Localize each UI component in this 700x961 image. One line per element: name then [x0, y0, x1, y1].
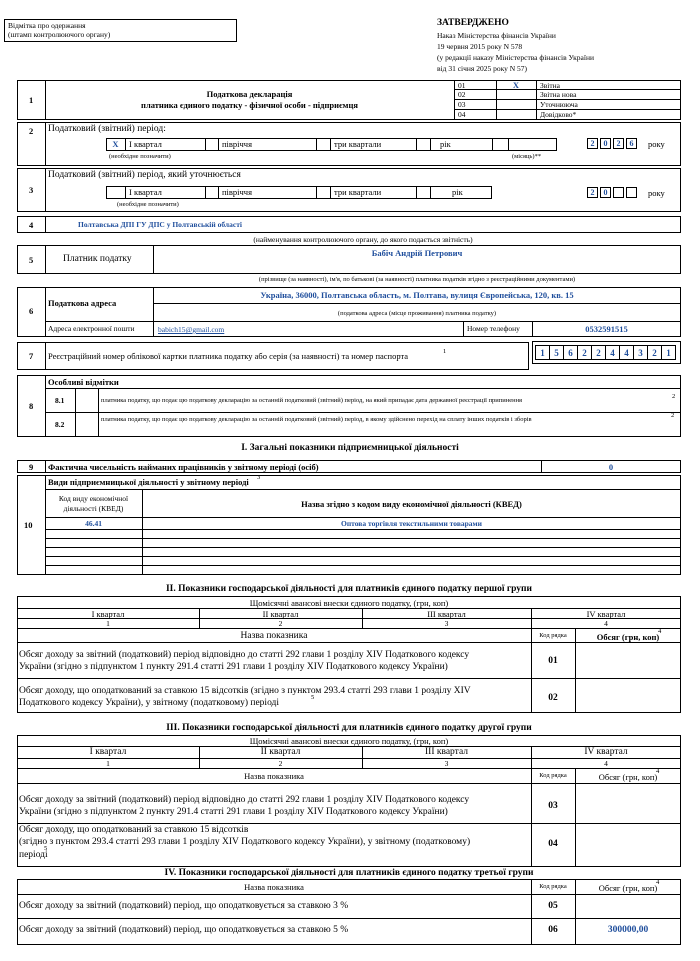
tax-id-digit[interactable]: 2 [577, 345, 592, 360]
corrected-year-suffix: року [648, 188, 665, 198]
type-label-03: Уточнююча [540, 100, 578, 109]
row-04-label-2: (згідно з пунктом 293.4 статті 293 глави 1 розділу XIV Податкового кодексу України), у звітному (податковому) [19, 837, 471, 847]
row-01-label-2: України (згідно з підпунктом 1 пункту 291.4 статті 291 глави 1 розділу XIV Податкового кодексу України) [19, 662, 448, 672]
approved-line-4: від 31 січня 2025 року N 57) [437, 64, 528, 73]
row-02-value[interactable] [576, 679, 680, 712]
iii-name-header: Назва показника [244, 771, 304, 781]
row-02-sup: 5 [311, 694, 315, 701]
row-01-code: 01 [548, 656, 558, 666]
iv-name-header: Назва показника [244, 882, 304, 892]
ii-col-num-3: 3 [444, 619, 449, 628]
type-label-02: Звітна нова [540, 90, 577, 99]
row-02-label-1: Обсяг доходу, що оподаткований за ставкою 15 відсотків (згідно з пунктом 293.4 статті 293 глави 1 розділу XIV [19, 686, 471, 696]
row-01-value[interactable] [576, 643, 680, 678]
year-suffix: року [648, 139, 665, 149]
tax-address-label: Податкова адреса [48, 298, 117, 308]
ii-q4-header: IV квартал [586, 609, 626, 619]
iii-col-num-4: 4 [604, 759, 608, 768]
ii-sum-sup: 4 [658, 628, 662, 635]
period-note: (необхідне позначити) [109, 153, 171, 160]
tax-id-digit[interactable]: 6 [563, 345, 578, 360]
tax-address-value[interactable]: Україна, 36000, Полтавська область, м. Полтава, вулиця Європейська, 120, кв. 15 [260, 290, 574, 300]
section-7-num: 7 [29, 351, 34, 361]
special-marks-title: Особливі відмітки [48, 377, 119, 387]
tax-office-value[interactable]: Полтавська ДПІ ГУ ДПС у Полтавській області [78, 220, 242, 229]
tax-id-digit[interactable]: 5 [549, 345, 564, 360]
year-digit[interactable]: 6 [626, 138, 637, 149]
kved-name-value[interactable]: Оптова торгівля текстильними товарами [341, 519, 482, 528]
section-2-num: 2 [29, 126, 34, 136]
row-02-code: 02 [548, 693, 558, 703]
ii-q2-header: II квартал [262, 609, 299, 619]
row-05-code: 05 [548, 901, 558, 911]
section-8-num: 8 [29, 401, 34, 411]
row-04-label-3: періоді [19, 850, 48, 860]
iii-q3-header: III квартал [425, 747, 468, 757]
section-1-num: 1 [29, 95, 34, 105]
section-3-num: 3 [29, 185, 34, 195]
mark-8-1-text: платника податку, що подає цю податкову декларацію за останній податковий (звітний) період, на який припадає дата державної реєстрації припинення [101, 397, 523, 404]
iii-col-num-1: 1 [106, 759, 110, 768]
corrected-note: (необхідне позначити) [117, 201, 179, 208]
corrected-period-row [106, 186, 492, 199]
corrected-q3-label: три квартали [334, 187, 382, 197]
corrected-year-digit[interactable]: 2 [587, 187, 598, 198]
mark-8-2-sup: 2 [671, 412, 675, 419]
period-month-note: (місяць)** [512, 153, 542, 160]
corrected-year-digit[interactable]: 0 [600, 187, 611, 198]
section-5-num: 5 [29, 255, 34, 265]
iii-sum-header: Обсяг (грн, коп) [598, 772, 658, 782]
row-04-label-1: Обсяг доходу, що оподаткований за ставкою 15 відсотків [19, 825, 249, 835]
iii-q2-header: II квартал [260, 747, 301, 757]
period-title: Податковий (звітний) період: [48, 124, 166, 134]
type-code-01: 01 [458, 81, 466, 90]
email-value[interactable]: babich15@gmail.com [158, 325, 225, 334]
year-digit[interactable]: 0 [600, 138, 611, 149]
mark-8-2-text: платника податку, що подає цю податкову декларацію за останній податковий (звітний) період, в якому здійснено перехід на сплату інших податків і зборів [101, 416, 532, 423]
section-ii-advance-header: Щомісячні авансові внески єдиного податку, (грн, коп) [249, 598, 449, 608]
tax-id-digit[interactable]: 1 [661, 345, 676, 360]
ii-q3-header: III квартал [427, 609, 466, 619]
ii-name-header: Назва показника [240, 631, 308, 641]
section-i-title: I. Загальні показники підприємницької діяльності [241, 443, 459, 453]
employees-label: Фактична чисельність найманих працівників у звітному періоді (осіб) [48, 462, 319, 472]
period-q1-mark[interactable]: X [112, 139, 119, 149]
tax-office-caption: (найменування контролюючого органу, до якого подається звітність) [253, 235, 473, 244]
corrected-half-label: півріччя [222, 187, 252, 197]
corrected-year-digit[interactable] [626, 187, 637, 198]
mark-8-1-sup: 2 [672, 393, 676, 400]
row-06-code: 06 [548, 925, 558, 935]
corrected-year-label: рік [452, 187, 463, 197]
ii-col-num-1: 1 [106, 619, 110, 628]
email-label: Адреса електронної пошти [48, 324, 135, 333]
mark-8-1-num: 8.1 [55, 396, 65, 405]
declaration-title: Податкова декларація [206, 89, 293, 99]
row-04-code: 04 [548, 839, 558, 849]
section-ii-title: II. Показники господарської діяльності для платників єдиного податку першої групи [165, 584, 532, 594]
row-02-label-2: Податкового кодексу України), у звітному (податковому) періоді [19, 698, 280, 708]
type-label-04: Довідково* [540, 110, 577, 119]
iv-code-header: Код рядка [539, 883, 567, 890]
row-01-label-1: Обсяг доходу за звітний (податковий) період відповідно до статті 292 глави 1 розділу XIV Податкового кодексу [19, 650, 470, 660]
payer-caption: (прізвище (за наявності), ім'я, по батькові (за наявності) платника податків згідно з реєстраційними документами) [258, 276, 576, 283]
approved-line-3: (у редакції наказу Міністерства фінансів України [437, 53, 594, 62]
ii-col-num-2: 2 [278, 619, 283, 628]
iii-code-header: Код рядка [539, 772, 567, 779]
approved-line-2: 19 червня 2015 року N 578 [437, 42, 523, 51]
tax-id-digit[interactable]: 2 [647, 345, 662, 360]
stamp-label-1: Відмітка про одержання [8, 21, 86, 30]
corrected-period-title: Податковий (звітний) період, який уточнюється [48, 170, 241, 180]
kved-code-value[interactable]: 46.41 [85, 519, 102, 528]
ii-q1-header: I квартал [91, 609, 125, 619]
tax-id-digit[interactable]: 3 [633, 345, 648, 360]
stamp-label-2: (штамп контролюючого органу) [8, 30, 111, 39]
type-code-04: 04 [458, 110, 466, 119]
period-row [106, 138, 557, 151]
period-year-label: рік [440, 139, 451, 149]
period-q1-label: I квартал [129, 139, 162, 149]
employees-value[interactable]: 0 [608, 462, 614, 472]
row-04-sup: 5 [44, 845, 48, 852]
section-4-num: 4 [29, 220, 34, 230]
activities-title: Види підприємницької діяльності у звітному періоді [48, 477, 249, 487]
section-10-num: 10 [24, 520, 33, 530]
type-code-02: 02 [458, 90, 466, 99]
ii-code-header: Код рядка [539, 632, 567, 639]
corrected-q1-label: I квартал [129, 187, 162, 197]
iii-q1-header: I квартал [89, 747, 127, 757]
section-iii-title: III. Показники господарської діяльності для платників єдиного податку другої групи [166, 723, 532, 733]
row-06-value[interactable]: 300000,00 [607, 925, 649, 935]
corrected-year-digit[interactable] [613, 187, 624, 198]
phone-value[interactable]: 0532591515 [585, 324, 628, 334]
period-half-label: півріччя [222, 139, 252, 149]
tax-id-digit[interactable]: 4 [605, 345, 620, 360]
phone-label: Номер телефону [467, 324, 520, 333]
row-03-label-2: України (згідно з підпунктом 2 пункту 291.4 статті 291 глави 1 розділу XIV Податкового кодексу України) [19, 807, 448, 817]
ii-sum-header: Обсяг (грн, коп) [596, 632, 660, 642]
row-06-label: Обсяг доходу за звітний (податковий) період, що оподатковується за ставкою 5 % [19, 925, 349, 935]
type-mark-01[interactable]: X [512, 80, 520, 90]
iv-sum-header: Обсяг (грн, коп) [598, 883, 658, 893]
row-03-label-1: Обсяг доходу за звітний (податковий) період відповідно до статті 292 глави 1 розділу XIV Податкового кодексу [19, 795, 470, 805]
year-digit[interactable]: 2 [613, 138, 624, 149]
kved-code-header-1: Код виду економічної [58, 494, 129, 503]
mark-8-2-num: 8.2 [55, 420, 65, 429]
type-code-03: 03 [458, 100, 466, 109]
row-04-value[interactable] [576, 824, 680, 866]
tax-id-digit[interactable]: 1 [535, 345, 550, 360]
payer-label: Платник податку [63, 254, 132, 264]
iii-col-num-2: 2 [278, 759, 283, 768]
tax-id-sup: 1 [443, 348, 447, 355]
kved-code-header-2: діяльності (КВЕД) [63, 504, 124, 513]
mark-8-1-checkbox[interactable] [76, 389, 98, 412]
approved-line-1: Наказ Міністерства фінансів України [437, 31, 556, 40]
tax-address-caption: (податкова адреса (місце проживання) платника податку) [337, 310, 497, 317]
tax-id-digit[interactable]: 2 [591, 345, 606, 360]
section-6-num: 6 [29, 306, 34, 316]
row-03-code: 03 [548, 801, 558, 811]
tax-id-label: Реєстраційний номер облікової картки платника податку або серія (за наявності) та номер паспорта [48, 351, 409, 361]
section-iv-title: IV. Показники господарської діяльності для платників єдиного податку третьої групи [164, 868, 534, 878]
year-digit[interactable]: 2 [587, 138, 598, 149]
section-iii-advance-header: Щомісячні авансові внески єдиного податку, (грн, коп) [249, 736, 449, 746]
iii-q4-header: IV квартал [584, 747, 628, 757]
tax-id-digit[interactable]: 4 [619, 345, 634, 360]
section-9-num: 9 [29, 462, 34, 472]
declaration-subtitle: платника єдиного податку - фізичної особи - підприємця [141, 100, 358, 110]
iii-sum-sup: 4 [656, 768, 660, 775]
period-q3-label: три квартали [334, 139, 382, 149]
payer-name-value[interactable]: Бабіч Андрій Петрович [371, 248, 463, 258]
approved-title: ЗАТВЕРДЖЕНО [437, 18, 509, 28]
activities-sup: 3 [257, 474, 261, 481]
type-label-01: Звітна [540, 81, 561, 90]
ii-col-num-4: 4 [604, 619, 608, 628]
iv-sum-sup: 4 [656, 879, 660, 886]
row-03-value[interactable] [576, 784, 680, 822]
row-05-label: Обсяг доходу за звітний (податковий) період, що оподатковується за ставкою 3 % [19, 901, 349, 911]
kved-name-header: Назва згідно з кодом виду економічної діяльності (КВЕД) [301, 499, 522, 509]
iii-col-num-3: 3 [444, 759, 449, 768]
